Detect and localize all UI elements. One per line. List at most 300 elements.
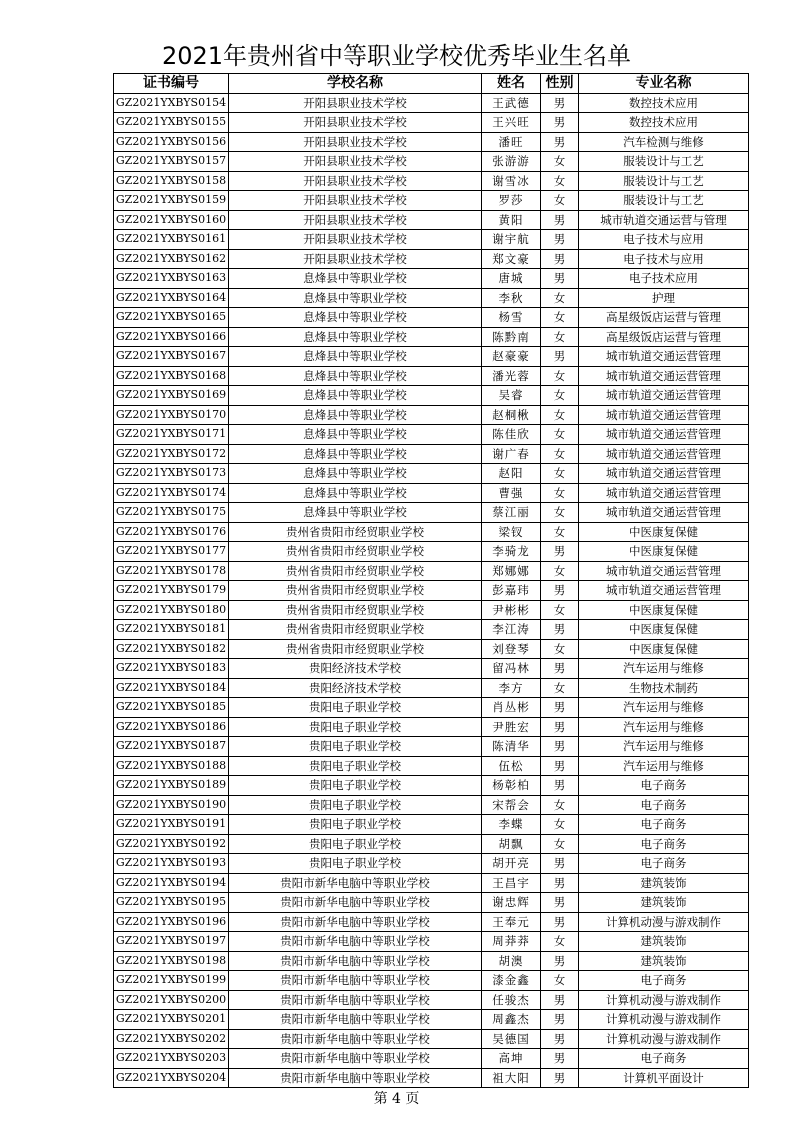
student-name-cell: 潘旺 [482, 132, 541, 152]
major-cell: 电子商务 [579, 1049, 749, 1069]
gender-cell: 女 [541, 405, 579, 425]
table-row [114, 600, 749, 620]
student-name-cell: 赵阳 [482, 464, 541, 484]
student-name-cell: 潘光蓉 [482, 366, 541, 386]
certificate-no-cell: GZ2021YXBYS0193 [114, 854, 229, 874]
school-cell: 息烽县中等职业学校 [229, 386, 482, 406]
student-name-cell: 吴睿 [482, 386, 541, 406]
table-row [114, 464, 749, 484]
table-row [114, 561, 749, 581]
student-name-cell: 杨雪 [482, 308, 541, 328]
major-cell: 城市轨道交通运营管理 [579, 366, 749, 386]
certificate-no-cell: GZ2021YXBYS0174 [114, 483, 229, 503]
table-row [114, 971, 749, 991]
major-cell: 电子商务 [579, 776, 749, 796]
gender-cell: 女 [541, 444, 579, 464]
table-row [114, 425, 749, 445]
certificate-no-cell: GZ2021YXBYS0182 [114, 639, 229, 659]
certificate-no-cell: GZ2021YXBYS0168 [114, 366, 229, 386]
gender-cell: 男 [541, 873, 579, 893]
major-cell: 汽车运用与维修 [579, 717, 749, 737]
gender-cell: 男 [541, 210, 579, 230]
student-name-cell: 郑娜娜 [482, 561, 541, 581]
certificate-no-cell: GZ2021YXBYS0157 [114, 152, 229, 172]
certificate-no-cell: GZ2021YXBYS0155 [114, 113, 229, 133]
table-row [114, 717, 749, 737]
student-name-cell: 张游游 [482, 152, 541, 172]
school-cell: 贵州省贵阳市经贸职业学校 [229, 620, 482, 640]
certificate-no-cell: GZ2021YXBYS0156 [114, 132, 229, 152]
student-name-cell: 蔡江丽 [482, 503, 541, 523]
major-cell: 电子技术与应用 [579, 230, 749, 250]
major-cell: 计算机动漫与游戏制作 [579, 912, 749, 932]
school-cell: 息烽县中等职业学校 [229, 464, 482, 484]
certificate-no-cell: GZ2021YXBYS0183 [114, 659, 229, 679]
gender-cell: 女 [541, 366, 579, 386]
table-row [114, 347, 749, 367]
major-cell: 服装设计与工艺 [579, 171, 749, 191]
table-row [114, 951, 749, 971]
certificate-no-cell: GZ2021YXBYS0176 [114, 522, 229, 542]
school-cell: 息烽县中等职业学校 [229, 327, 482, 347]
table-row [114, 152, 749, 172]
certificate-no-cell: GZ2021YXBYS0160 [114, 210, 229, 230]
student-name-cell: 梁钗 [482, 522, 541, 542]
school-cell: 贵阳电子职业学校 [229, 795, 482, 815]
student-name-cell: 胡飘 [482, 834, 541, 854]
student-name-cell: 周鑫杰 [482, 1010, 541, 1030]
school-cell: 开阳县职业技术学校 [229, 132, 482, 152]
table-row [114, 815, 749, 835]
student-name-cell: 伍松 [482, 756, 541, 776]
major-cell: 城市轨道交通运营管理 [579, 444, 749, 464]
certificate-no-cell: GZ2021YXBYS0179 [114, 581, 229, 601]
student-name-cell: 留冯林 [482, 659, 541, 679]
gender-cell: 男 [541, 1029, 579, 1049]
gender-cell: 男 [541, 269, 579, 289]
student-name-cell: 唐城 [482, 269, 541, 289]
major-cell: 计算机动漫与游戏制作 [579, 990, 749, 1010]
major-cell: 电子商务 [579, 795, 749, 815]
student-name-cell: 陈清华 [482, 737, 541, 757]
certificate-no-cell: GZ2021YXBYS0170 [114, 405, 229, 425]
table-body [114, 93, 749, 1088]
gender-cell: 女 [541, 464, 579, 484]
school-cell: 息烽县中等职业学校 [229, 308, 482, 328]
school-cell: 贵州省贵阳市经贸职业学校 [229, 522, 482, 542]
major-cell: 计算机动漫与游戏制作 [579, 1029, 749, 1049]
school-cell: 贵阳市新华电脑中等职业学校 [229, 1068, 482, 1088]
table-row [114, 834, 749, 854]
student-name-cell: 周莽莽 [482, 932, 541, 952]
certificate-no-cell: GZ2021YXBYS0196 [114, 912, 229, 932]
major-cell: 高星级饭店运营与管理 [579, 308, 749, 328]
certificate-no-cell: GZ2021YXBYS0187 [114, 737, 229, 757]
school-cell: 贵阳电子职业学校 [229, 717, 482, 737]
major-cell: 汽车检测与维修 [579, 132, 749, 152]
table-row [114, 230, 749, 250]
table-row [114, 932, 749, 952]
certificate-no-cell: GZ2021YXBYS0200 [114, 990, 229, 1010]
certificate-no-cell: GZ2021YXBYS0162 [114, 249, 229, 269]
school-cell: 贵阳电子职业学校 [229, 756, 482, 776]
table-row [114, 756, 749, 776]
gender-cell: 男 [541, 737, 579, 757]
student-name-cell: 漆金鑫 [482, 971, 541, 991]
gender-cell: 男 [541, 1049, 579, 1069]
major-cell: 汽车运用与维修 [579, 756, 749, 776]
certificate-no-cell: GZ2021YXBYS0201 [114, 1010, 229, 1030]
certificate-no-cell: GZ2021YXBYS0184 [114, 678, 229, 698]
certificate-no-cell: GZ2021YXBYS0159 [114, 191, 229, 211]
student-name-cell: 谢宇航 [482, 230, 541, 250]
certificate-no-cell: GZ2021YXBYS0188 [114, 756, 229, 776]
certificate-no-cell: GZ2021YXBYS0189 [114, 776, 229, 796]
certificate-no-cell: GZ2021YXBYS0158 [114, 171, 229, 191]
gender-cell: 女 [541, 834, 579, 854]
student-name-cell: 李秋 [482, 288, 541, 308]
table-row [114, 503, 749, 523]
page-number: 第 4 页 [373, 1091, 420, 1107]
table-row [114, 854, 749, 874]
certificate-no-cell: GZ2021YXBYS0197 [114, 932, 229, 952]
student-name-cell: 任骏杰 [482, 990, 541, 1010]
certificate-no-cell: GZ2021YXBYS0167 [114, 347, 229, 367]
school-cell: 贵阳经济技术学校 [229, 678, 482, 698]
gender-cell: 男 [541, 620, 579, 640]
gender-cell: 男 [541, 698, 579, 718]
table-row [114, 113, 749, 133]
certificate-no-cell: GZ2021YXBYS0192 [114, 834, 229, 854]
table-row [114, 737, 749, 757]
certificate-no-cell: GZ2021YXBYS0186 [114, 717, 229, 737]
gender-cell: 男 [541, 347, 579, 367]
gender-cell: 男 [541, 93, 579, 113]
gender-cell: 男 [541, 249, 579, 269]
certificate-no-cell: GZ2021YXBYS0181 [114, 620, 229, 640]
school-cell: 贵阳电子职业学校 [229, 854, 482, 874]
gender-cell: 女 [541, 932, 579, 952]
table-row [114, 444, 749, 464]
table-row [114, 93, 749, 113]
gender-cell: 女 [541, 483, 579, 503]
student-name-cell: 胡澳 [482, 951, 541, 971]
gender-cell: 女 [541, 815, 579, 835]
table-row [114, 581, 749, 601]
certificate-no-cell: GZ2021YXBYS0164 [114, 288, 229, 308]
major-cell: 中医康复保健 [579, 600, 749, 620]
student-name-cell: 黄阳 [482, 210, 541, 230]
school-cell: 开阳县职业技术学校 [229, 230, 482, 250]
table-row [114, 1029, 749, 1049]
school-cell: 息烽县中等职业学校 [229, 444, 482, 464]
school-cell: 贵州省贵阳市经贸职业学校 [229, 561, 482, 581]
school-cell: 贵阳市新华电脑中等职业学校 [229, 1049, 482, 1069]
major-cell: 计算机平面设计 [579, 1068, 749, 1088]
column-header-major: 专业名称 [579, 74, 749, 94]
student-name-cell: 刘登琴 [482, 639, 541, 659]
gender-cell: 男 [541, 893, 579, 913]
certificate-no-cell: GZ2021YXBYS0203 [114, 1049, 229, 1069]
major-cell: 服装设计与工艺 [579, 191, 749, 211]
major-cell: 电子技术应用 [579, 269, 749, 289]
certificate-no-cell: GZ2021YXBYS0180 [114, 600, 229, 620]
student-name-cell: 杨彰柏 [482, 776, 541, 796]
major-cell: 电子商务 [579, 815, 749, 835]
major-cell: 中医康复保健 [579, 620, 749, 640]
gender-cell: 男 [541, 113, 579, 133]
student-name-cell: 陈黔南 [482, 327, 541, 347]
school-cell: 息烽县中等职业学校 [229, 347, 482, 367]
student-name-cell: 李江涛 [482, 620, 541, 640]
student-name-cell: 郑文豪 [482, 249, 541, 269]
student-name-cell: 陈佳欣 [482, 425, 541, 445]
student-name-cell: 彭嘉玮 [482, 581, 541, 601]
school-cell: 开阳县职业技术学校 [229, 171, 482, 191]
major-cell: 城市轨道交通运营管理 [579, 561, 749, 581]
major-cell: 电子商务 [579, 854, 749, 874]
certificate-no-cell: GZ2021YXBYS0199 [114, 971, 229, 991]
table-row [114, 366, 749, 386]
school-cell: 贵阳市新华电脑中等职业学校 [229, 893, 482, 913]
major-cell: 建筑装饰 [579, 893, 749, 913]
gender-cell: 女 [541, 171, 579, 191]
certificate-no-cell: GZ2021YXBYS0171 [114, 425, 229, 445]
gender-cell: 女 [541, 600, 579, 620]
table-row [114, 191, 749, 211]
table-row [114, 249, 749, 269]
table-row [114, 542, 749, 562]
gender-cell: 女 [541, 971, 579, 991]
school-cell: 贵阳电子职业学校 [229, 834, 482, 854]
certificate-no-cell: GZ2021YXBYS0198 [114, 951, 229, 971]
table-row [114, 698, 749, 718]
table-row [114, 990, 749, 1010]
table-row [114, 795, 749, 815]
certificate-no-cell: GZ2021YXBYS0195 [114, 893, 229, 913]
student-name-cell: 谢广春 [482, 444, 541, 464]
student-name-cell: 李骑龙 [482, 542, 541, 562]
student-name-cell: 谢忠辉 [482, 893, 541, 913]
major-cell: 城市轨道交通运营管理 [579, 464, 749, 484]
gender-cell: 男 [541, 854, 579, 874]
certificate-no-cell: GZ2021YXBYS0173 [114, 464, 229, 484]
table-header-row [114, 74, 749, 94]
school-cell: 开阳县职业技术学校 [229, 93, 482, 113]
school-cell: 贵阳市新华电脑中等职业学校 [229, 1010, 482, 1030]
gender-cell: 女 [541, 425, 579, 445]
major-cell: 城市轨道交通运营管理 [579, 347, 749, 367]
school-cell: 开阳县职业技术学校 [229, 249, 482, 269]
major-cell: 城市轨道交通运营管理 [579, 386, 749, 406]
major-cell: 中医康复保健 [579, 542, 749, 562]
student-name-cell: 曹强 [482, 483, 541, 503]
gender-cell: 女 [541, 678, 579, 698]
student-name-cell: 胡开亮 [482, 854, 541, 874]
page-title: 2021年贵州省中等职业学校优秀毕业生名单 [161, 42, 632, 70]
gender-cell: 女 [541, 386, 579, 406]
major-cell: 中医康复保健 [579, 639, 749, 659]
certificate-no-cell: GZ2021YXBYS0175 [114, 503, 229, 523]
gender-cell: 女 [541, 561, 579, 581]
table-row [114, 269, 749, 289]
certificate-no-cell: GZ2021YXBYS0204 [114, 1068, 229, 1088]
student-name-cell: 高坤 [482, 1049, 541, 1069]
major-cell: 服装设计与工艺 [579, 152, 749, 172]
school-cell: 贵阳市新华电脑中等职业学校 [229, 932, 482, 952]
table-row [114, 386, 749, 406]
gender-cell: 女 [541, 639, 579, 659]
school-cell: 息烽县中等职业学校 [229, 405, 482, 425]
certificate-no-cell: GZ2021YXBYS0154 [114, 93, 229, 113]
certificate-no-cell: GZ2021YXBYS0161 [114, 230, 229, 250]
gender-cell: 男 [541, 132, 579, 152]
table-row [114, 912, 749, 932]
school-cell: 贵阳电子职业学校 [229, 815, 482, 835]
major-cell: 生物技术制药 [579, 678, 749, 698]
school-cell: 贵阳市新华电脑中等职业学校 [229, 912, 482, 932]
table-row [114, 522, 749, 542]
school-cell: 贵阳市新华电脑中等职业学校 [229, 873, 482, 893]
gender-cell: 男 [541, 581, 579, 601]
major-cell: 数控技术应用 [579, 93, 749, 113]
certificate-no-cell: GZ2021YXBYS0165 [114, 308, 229, 328]
gender-cell: 女 [541, 522, 579, 542]
major-cell: 计算机动漫与游戏制作 [579, 1010, 749, 1030]
school-cell: 贵州省贵阳市经贸职业学校 [229, 581, 482, 601]
table-row [114, 171, 749, 191]
school-cell: 息烽县中等职业学校 [229, 503, 482, 523]
gender-cell: 男 [541, 542, 579, 562]
student-name-cell: 吴德国 [482, 1029, 541, 1049]
major-cell: 建筑装饰 [579, 932, 749, 952]
gender-cell: 男 [541, 990, 579, 1010]
certificate-no-cell: GZ2021YXBYS0185 [114, 698, 229, 718]
table-row [114, 776, 749, 796]
table-row [114, 132, 749, 152]
table-row [114, 1049, 749, 1069]
school-cell: 贵阳市新华电脑中等职业学校 [229, 990, 482, 1010]
major-cell: 汽车运用与维修 [579, 737, 749, 757]
school-cell: 贵阳市新华电脑中等职业学校 [229, 971, 482, 991]
school-cell: 开阳县职业技术学校 [229, 210, 482, 230]
school-cell: 息烽县中等职业学校 [229, 366, 482, 386]
major-cell: 城市轨道交通运营管理 [579, 503, 749, 523]
student-name-cell: 谢雪冰 [482, 171, 541, 191]
table-row [114, 1068, 749, 1088]
major-cell: 护理 [579, 288, 749, 308]
major-cell: 建筑装饰 [579, 951, 749, 971]
school-cell: 息烽县中等职业学校 [229, 425, 482, 445]
certificate-no-cell: GZ2021YXBYS0202 [114, 1029, 229, 1049]
student-name-cell: 祖大阳 [482, 1068, 541, 1088]
gender-cell: 男 [541, 1010, 579, 1030]
certificate-no-cell: GZ2021YXBYS0166 [114, 327, 229, 347]
major-cell: 城市轨道交通运营与管理 [579, 210, 749, 230]
gender-cell: 女 [541, 288, 579, 308]
table-row [114, 678, 749, 698]
gender-cell: 女 [541, 795, 579, 815]
graduate-table [113, 73, 749, 1088]
column-header-school: 学校名称 [229, 74, 482, 94]
column-header-name: 姓名 [482, 74, 541, 94]
certificate-no-cell: GZ2021YXBYS0172 [114, 444, 229, 464]
major-cell: 城市轨道交通运营管理 [579, 581, 749, 601]
school-cell: 贵阳市新华电脑中等职业学校 [229, 951, 482, 971]
student-name-cell: 宋帮会 [482, 795, 541, 815]
school-cell: 息烽县中等职业学校 [229, 483, 482, 503]
table-row [114, 288, 749, 308]
major-cell: 建筑装饰 [579, 873, 749, 893]
student-name-cell: 赵豪豪 [482, 347, 541, 367]
gender-cell: 男 [541, 912, 579, 932]
major-cell: 电子技术与应用 [579, 249, 749, 269]
table-row [114, 483, 749, 503]
certificate-no-cell: GZ2021YXBYS0190 [114, 795, 229, 815]
student-name-cell: 尹胜宏 [482, 717, 541, 737]
school-cell: 贵阳电子职业学校 [229, 737, 482, 757]
student-name-cell: 王奉元 [482, 912, 541, 932]
school-cell: 开阳县职业技术学校 [229, 191, 482, 211]
certificate-no-cell: GZ2021YXBYS0191 [114, 815, 229, 835]
table-row [114, 308, 749, 328]
student-name-cell: 肖丛彬 [482, 698, 541, 718]
school-cell: 贵州省贵阳市经贸职业学校 [229, 542, 482, 562]
certificate-no-cell: GZ2021YXBYS0178 [114, 561, 229, 581]
student-name-cell: 李方 [482, 678, 541, 698]
gender-cell: 女 [541, 308, 579, 328]
certificate-no-cell: GZ2021YXBYS0177 [114, 542, 229, 562]
school-cell: 贵州省贵阳市经贸职业学校 [229, 600, 482, 620]
gender-cell: 男 [541, 951, 579, 971]
gender-cell: 男 [541, 1068, 579, 1088]
school-cell: 开阳县职业技术学校 [229, 113, 482, 133]
table-row [114, 327, 749, 347]
student-name-cell: 王武德 [482, 93, 541, 113]
student-name-cell: 王昌宇 [482, 873, 541, 893]
major-cell: 汽车运用与维修 [579, 698, 749, 718]
gender-cell: 女 [541, 327, 579, 347]
major-cell: 高星级饭店运营与管理 [579, 327, 749, 347]
major-cell: 城市轨道交通运营管理 [579, 483, 749, 503]
major-cell: 中医康复保健 [579, 522, 749, 542]
gender-cell: 女 [541, 503, 579, 523]
student-name-cell: 罗莎 [482, 191, 541, 211]
table-row [114, 639, 749, 659]
gender-cell: 女 [541, 191, 579, 211]
table-row [114, 893, 749, 913]
column-header-gender: 性别 [541, 74, 579, 94]
certificate-no-cell: GZ2021YXBYS0194 [114, 873, 229, 893]
school-cell: 贵阳电子职业学校 [229, 776, 482, 796]
major-cell: 汽车运用与维修 [579, 659, 749, 679]
gender-cell: 男 [541, 776, 579, 796]
student-name-cell: 赵桐楸 [482, 405, 541, 425]
table-row [114, 659, 749, 679]
column-header-certificate-no: 证书编号 [114, 74, 229, 94]
major-cell: 城市轨道交通运营管理 [579, 425, 749, 445]
gender-cell: 男 [541, 230, 579, 250]
major-cell: 城市轨道交通运营管理 [579, 405, 749, 425]
certificate-no-cell: GZ2021YXBYS0169 [114, 386, 229, 406]
major-cell: 数控技术应用 [579, 113, 749, 133]
table-row [114, 873, 749, 893]
major-cell: 电子商务 [579, 971, 749, 991]
student-name-cell: 尹彬彬 [482, 600, 541, 620]
gender-cell: 女 [541, 152, 579, 172]
table-row [114, 210, 749, 230]
gender-cell: 男 [541, 717, 579, 737]
